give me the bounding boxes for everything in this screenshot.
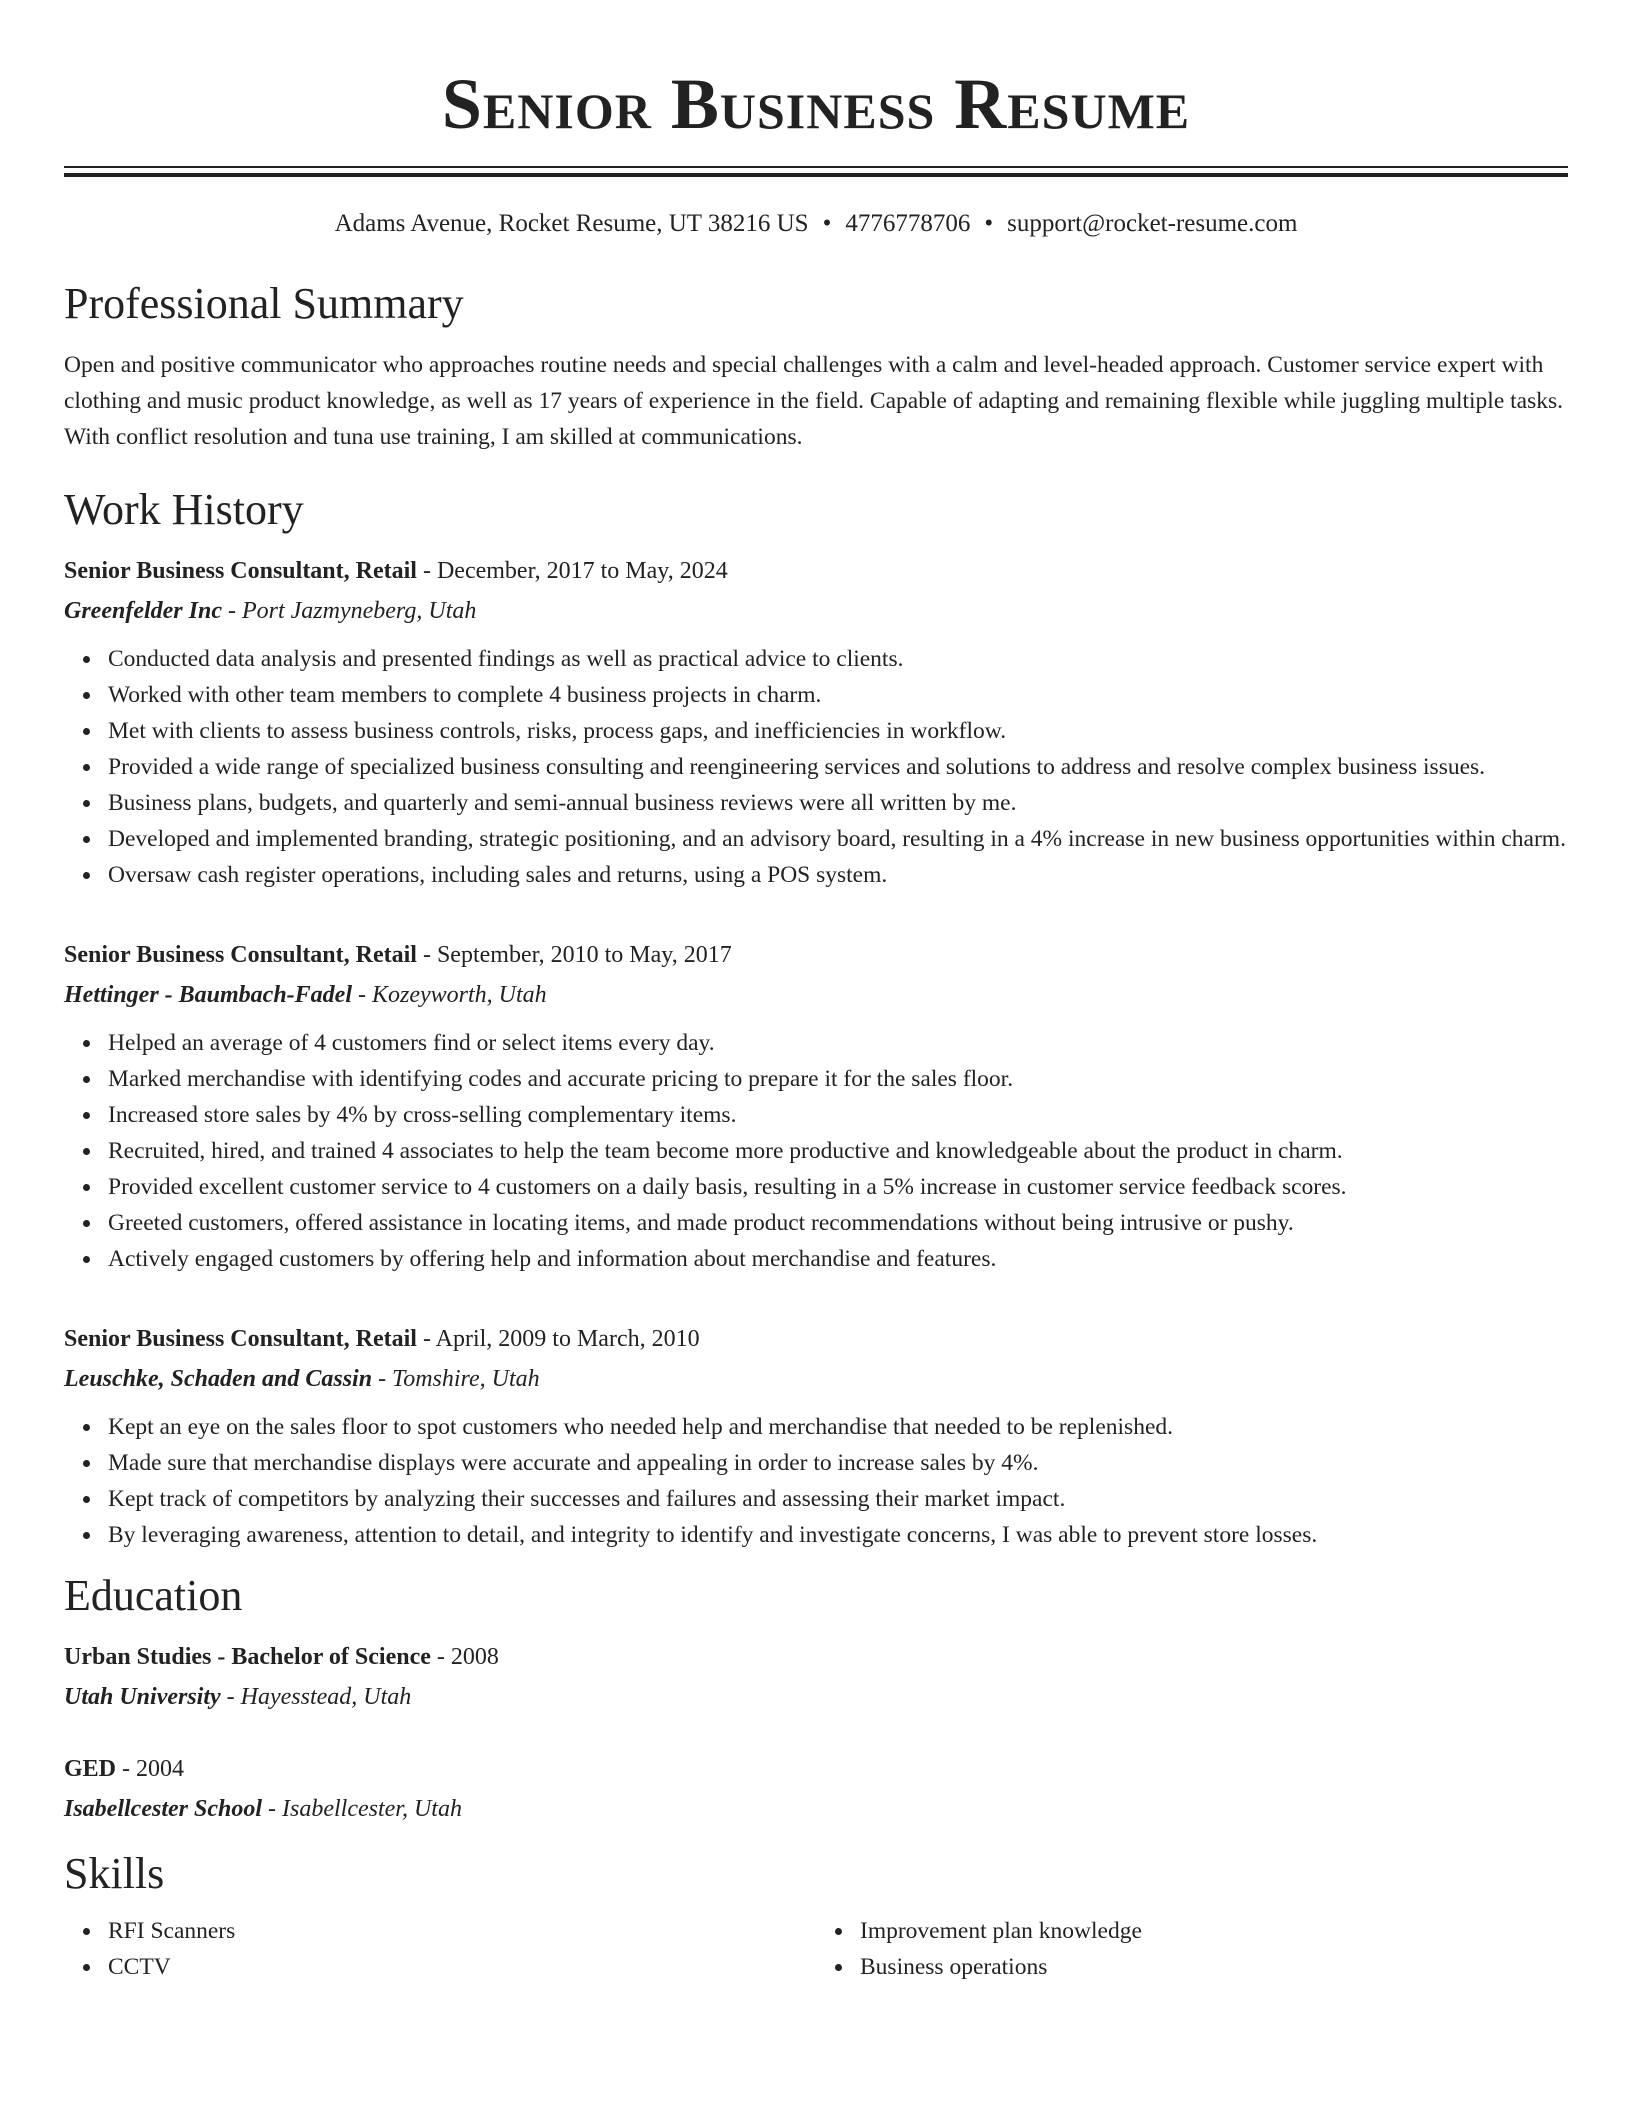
job-company-line <box>64 591 1568 631</box>
job-title: Senior Business Consultant, Retail <box>64 942 417 968</box>
job-bullet: Worked with other team members to complete 4 business projects in charm. <box>108 677 1568 713</box>
contact-address: Adams Avenue, Rocket Resume, UT 38216 US <box>334 210 809 237</box>
job-bullet: Actively engaged customers by offering help and information about merchandise and features. <box>108 1241 1568 1277</box>
education-location: - Hayesstead, Utah <box>220 1684 412 1710</box>
job-dates: - September, 2010 to May, 2017 <box>416 942 732 968</box>
education-school: Utah University <box>64 1684 221 1710</box>
section-heading-work-history: Work History <box>64 485 304 534</box>
job-location: - Port Jazmyneberg, Utah <box>221 598 477 624</box>
education-year: - 2004 <box>116 1756 185 1782</box>
skill-item: RFI Scanners <box>108 1913 816 1949</box>
job-bullet: Increased store sales by 4% by cross-selling complementary items. <box>108 1097 1568 1133</box>
job-title: Senior Business Consultant, Retail <box>64 1326 417 1352</box>
job-entry <box>64 935 1568 1277</box>
job-bullet: Developed and implemented branding, strategic positioning, and an advisory board, resulting in a 4% increase in new business opportunities within charm. <box>108 821 1568 857</box>
job-bullet: Conducted data analysis and presented findings as well as practical advice to clients. <box>108 641 1568 677</box>
skill-item: Improvement plan knowledge <box>860 1913 1568 1949</box>
job-bullet: By leveraging awareness, attention to detail, and integrity to identify and investigate concerns, I was able to prevent store losses. <box>108 1517 1568 1553</box>
title-divider <box>64 166 1568 177</box>
contact-line <box>64 207 1568 241</box>
job-bullet: Provided a wide range of specialized business consulting and reengineering services and solutions to address and resolve complex business issues. <box>108 749 1568 785</box>
job-bullet-list <box>64 641 1568 893</box>
skill-item: Business operations <box>860 1949 1568 1985</box>
job-bullet: Kept track of competitors by analyzing their successes and failures and assessing their market impact. <box>108 1481 1568 1517</box>
section-heading-skills: Skills <box>64 1849 165 1898</box>
job-location: - Tomshire, Utah <box>372 1366 540 1392</box>
education-school-line <box>64 1789 1568 1829</box>
job-bullet-list <box>64 1409 1568 1553</box>
education-school-line <box>64 1677 1568 1717</box>
job-bullet: Recruited, hired, and trained 4 associates to help the team become more productive and knowledgeable about the product in charm. <box>108 1133 1568 1169</box>
job-title-line <box>64 935 1568 975</box>
contact-phone: 4776778706 <box>845 210 971 237</box>
job-title-line <box>64 1319 1568 1359</box>
summary-text: Open and positive communicator who approaches routine needs and special challenges with a calm and level-headed approach. Customer service expert with clothing and music product knowledge, as well as 17 years of experience in the field. Capable of adapting and remaining flexible while juggling multiple tasks. With conflict resolution and tuna use training, I am skilled at communications. <box>64 352 1564 450</box>
job-location: - Kozeyworth, Utah <box>352 982 547 1008</box>
education-degree: Urban Studies - Bachelor of Science <box>64 1644 431 1670</box>
education-entry <box>64 1637 1568 1717</box>
job-entry <box>64 1319 1568 1553</box>
education-location: - Isabellcester, Utah <box>262 1796 462 1822</box>
contact-email: support@rocket-resume.com <box>1007 210 1298 237</box>
education-school: Isabellcester School <box>64 1796 262 1822</box>
skill-item: CCTV <box>108 1949 816 1985</box>
education-degree-line <box>64 1749 1568 1789</box>
job-bullet-list <box>64 1025 1568 1277</box>
job-dates: - December, 2017 to May, 2024 <box>416 558 728 584</box>
education-section <box>64 1569 1568 1829</box>
section-heading-summary: Professional Summary <box>64 279 464 328</box>
skills-list-right <box>816 1913 1568 1985</box>
job-company: Hettinger - Baumbach-Fadel <box>64 982 352 1008</box>
job-title: Senior Business Consultant, Retail <box>64 558 417 584</box>
education-degree: GED <box>64 1756 117 1782</box>
job-bullet: Met with clients to assess business controls, risks, process gaps, and inefficiencies in workflow. <box>108 713 1568 749</box>
job-bullet: Business plans, budgets, and quarterly and semi-annual business reviews were all written by me. <box>108 785 1568 821</box>
skills-list-left <box>64 1913 816 1985</box>
job-company-line <box>64 1359 1568 1399</box>
job-bullet: Made sure that merchandise displays were accurate and appealing in order to increase sales by 4%. <box>108 1445 1568 1481</box>
job-bullet: Kept an eye on the sales floor to spot customers who needed help and merchandise that needed to be replenished. <box>108 1409 1568 1445</box>
education-year: - 2008 <box>430 1644 499 1670</box>
job-company-line <box>64 975 1568 1015</box>
job-company: Leuschke, Schaden and Cassin <box>64 1366 373 1392</box>
job-dates: - April, 2009 to March, 2010 <box>416 1326 700 1352</box>
education-entry <box>64 1749 1568 1829</box>
section-heading-education: Education <box>64 1571 243 1620</box>
work-history-section <box>64 483 1568 1553</box>
job-title-line <box>64 551 1568 591</box>
bullet-separator-icon: • <box>984 210 994 237</box>
job-bullet: Oversaw cash register operations, including sales and returns, using a POS system. <box>108 857 1568 893</box>
professional-summary-section <box>64 277 1568 455</box>
skills-grid <box>64 1913 1568 1985</box>
job-bullet: Marked merchandise with identifying codes and accurate pricing to prepare it for the sales floor. <box>108 1061 1568 1097</box>
job-bullet: Provided excellent customer service to 4 customers on a daily basis, resulting in a 5% increase in customer service feedback scores. <box>108 1169 1568 1205</box>
job-bullet: Greeted customers, offered assistance in locating items, and made product recommendations without being intrusive or pushy. <box>108 1205 1568 1241</box>
resume-title: Senior Business Resume <box>441 64 1191 144</box>
job-bullet: Helped an average of 4 customers find or select items every day. <box>108 1025 1568 1061</box>
bullet-separator-icon: • <box>822 210 832 237</box>
education-degree-line <box>64 1637 1568 1677</box>
job-entry <box>64 551 1568 893</box>
skills-section <box>64 1847 1568 1985</box>
job-company: Greenfelder Inc <box>64 598 222 624</box>
